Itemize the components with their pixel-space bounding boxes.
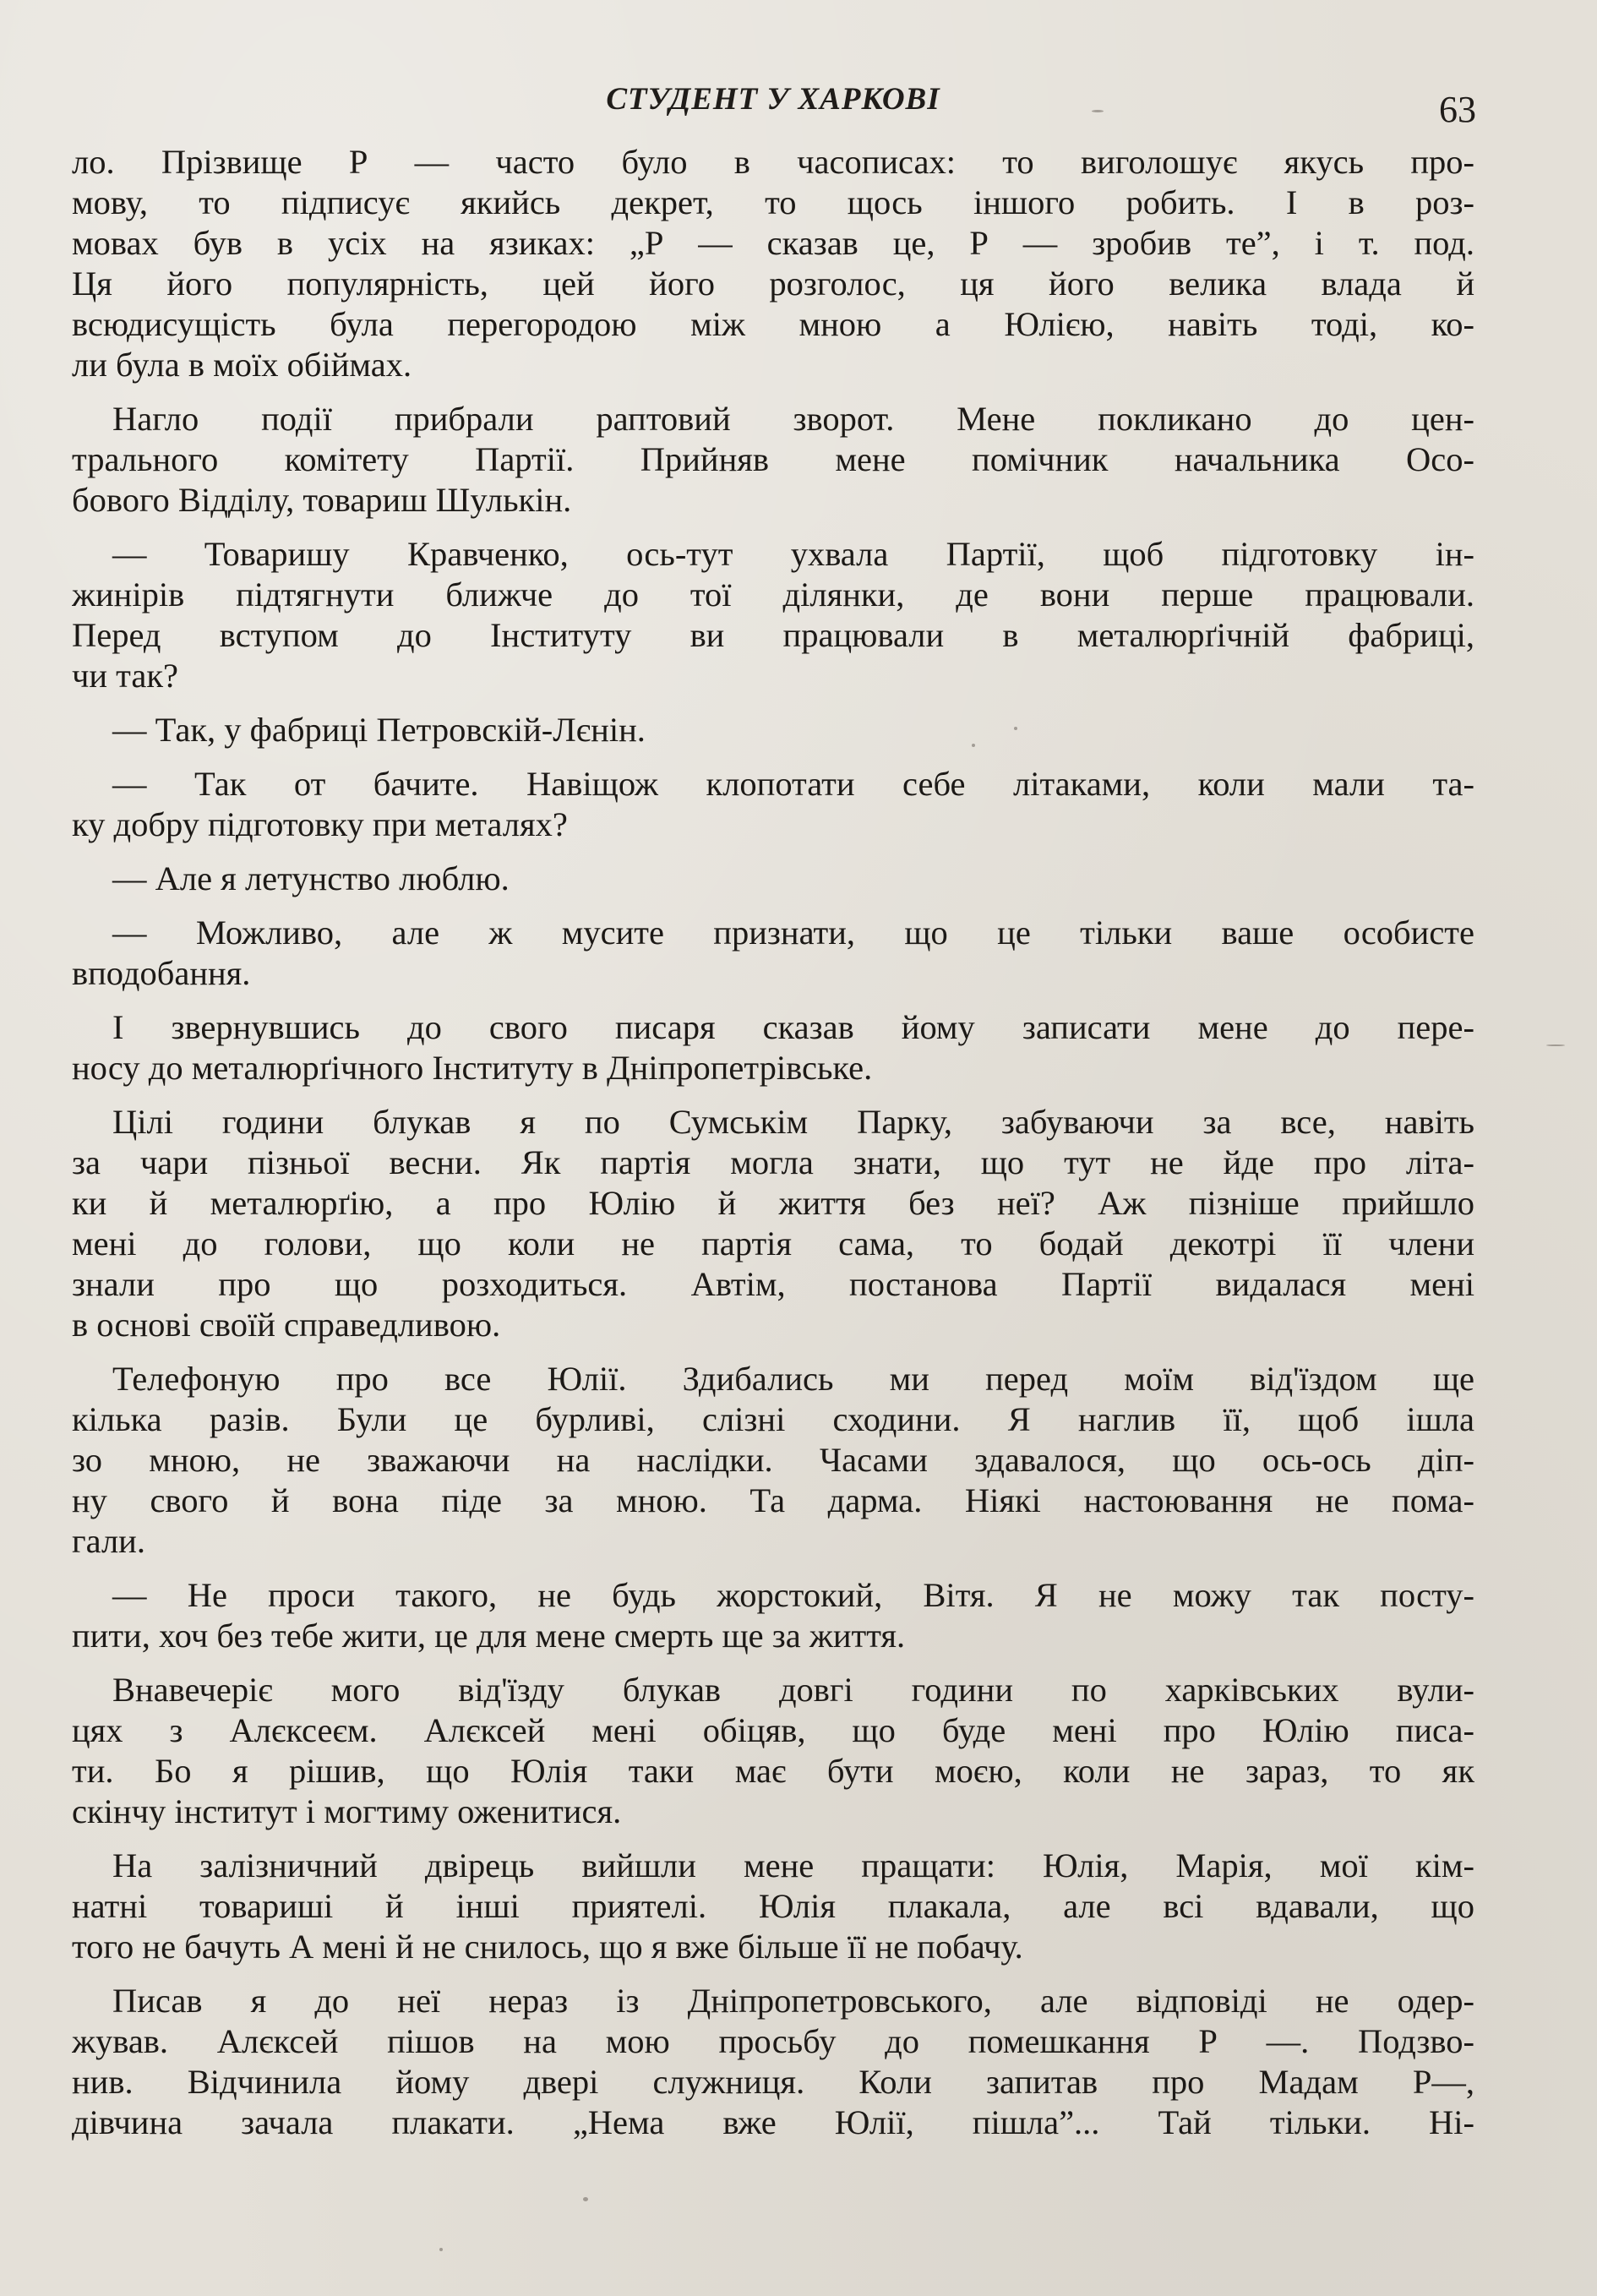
text-line: зо мною, не зважаючи на наслідки. Часами здавалося, що ось-ось діп- [72, 1441, 1474, 1479]
text-line: — Так от бачите. Навіщож клопотати себе літаками, коли мали та- [112, 765, 1474, 803]
text-line: — Можливо, але ж мусите признати, що це тільки ваше особисте [112, 913, 1474, 952]
text-line: — Але я летунство люблю. [112, 859, 510, 897]
text-line: трального комітету Партії. Прийняв мене помічник начальника Осо- [72, 440, 1474, 478]
text-line: пити, хоч без тебе жити, це для мене смерть ще за життя. [72, 1617, 906, 1655]
text-line: мовах був в усіх на язиках: „Р — сказав це, Р — зробив те”, і т. под. [72, 224, 1474, 262]
running-title: СТУДЕНТ У ХАРКОВІ [606, 82, 940, 117]
text-line: всюдисущість була перегородою між мною а Юлією, навіть тоді, ко- [72, 305, 1474, 343]
text-line: дівчина зачала плакати. „Нема вже Юлії, пішла”... Тай тільки. Ні- [72, 2103, 1474, 2141]
text-line: вподобання. [72, 954, 251, 992]
text-line: скінчу інститут і могтиму оженитися. [72, 1792, 622, 1830]
text-line: мені до голови, що коли не партія сама, то бодай декотрі її члени [72, 1224, 1474, 1263]
text-line: бового Відділу, товариш Шулькін. [72, 481, 572, 519]
text-line: носу до металюрґічного Інституту в Дніпропетрівське. [72, 1049, 873, 1087]
text-line: Писав я до неї нераз із Дніпропетровського, але відповіді не одер- [112, 1982, 1474, 2020]
text-line: нив. Відчинила йому двері служниця. Коли запитав про Мадам Р—, [72, 2063, 1474, 2101]
text-line: Ця його популярність, цей його розголос, ця його велика влада й [72, 265, 1474, 303]
text-line: На залізничний двірець вийшли мене пращати: Юлія, Марія, мої кім- [112, 1846, 1474, 1884]
paper-speck [439, 2248, 443, 2251]
text-line: гали. [72, 1522, 145, 1560]
text-line: ли була в моїх обіймах. [72, 346, 412, 384]
paper-speck [1014, 727, 1017, 730]
text-line: Внавечеріє мого від'їзду блукав довгі години по харківських вули- [112, 1671, 1474, 1709]
text-line: ну свого й вона піде за мною. Та дарма. Ніякі настоювання не пома- [72, 1481, 1474, 1519]
paper-speck [583, 2197, 588, 2201]
paper-speck [1546, 1044, 1565, 1046]
text-line: — Не проси такого, не будь жорстокий, Вітя. Я не можу так посту- [112, 1576, 1474, 1614]
text-line: Перед вступом до Інституту ви працювали в металюрґічній фабриці, [72, 616, 1474, 654]
page-number: 63 [1439, 89, 1476, 130]
text-line: Цілі години блукав я по Сумськім Парку, забуваючи за все, навіть [112, 1103, 1474, 1141]
text-line: жував. Алєксей пішов на мою просьбу до помешкання Р —. Подзво- [72, 2022, 1474, 2060]
text-line: Нагло події прибрали раптовий зворот. Мене покликано до цен- [112, 400, 1474, 438]
text-line: ти. Бо я рішив, що Юлія таки має бути моєю, коли не зараз, то як [72, 1752, 1474, 1790]
page-header [72, 81, 1474, 132]
text-line: кілька разів. Були це бурливі, слізні сходини. Я наглив її, щоб ішла [72, 1400, 1474, 1438]
text-line: чи так? [72, 657, 178, 695]
text-line: Телефоную про все Юлії. Здибались ми перед моїм від'їздом ще [112, 1360, 1474, 1398]
text-line: того не бачуть А мені й не снилось, що я вже більше її не побачу. [72, 1928, 1023, 1966]
paper-speck [972, 744, 975, 747]
paper-speck [1092, 110, 1104, 112]
body-text [72, 142, 1474, 2143]
text-line: ку добру підготовку при металях? [72, 805, 568, 843]
text-line: за чари пізньої весни. Як партія могла знати, що тут не йде про літа- [72, 1143, 1474, 1181]
text-line: в основі своїй справедливою. [72, 1306, 501, 1344]
text-line: — Товаришу Кравченко, ось-тут ухвала Партії, щоб підготовку ін- [112, 535, 1474, 573]
text-line: жинірів підтягнути ближче до тої ділянки, де вони перше працювали. [72, 575, 1474, 614]
text-line: цях з Алєксеєм. Алєксей мені обіцяв, що буде мені про Юлію писа- [72, 1711, 1474, 1749]
text-line: натні товариші й інші приятелі. Юлія плакала, але всі вдавали, що [72, 1887, 1474, 1925]
text-line: ки й металюрґію, а про Юлію й життя без неї? Аж пізніше прийшло [72, 1184, 1474, 1222]
text-line: мову, то підписує якийсь декрет, то щось іншого робить. І в роз- [72, 183, 1474, 221]
text-line: ло. Прізвище Р — часто було в часописах: то виголошує якусь про- [72, 143, 1474, 181]
text-line: — Так, у фабриці Петровскій-Лєнін. [112, 711, 646, 749]
text-line: І звернувшись до свого писаря сказав йому записати мене до пере- [112, 1008, 1474, 1046]
text-line: знали про що розходиться. Автім, постанова Партії видалася мені [72, 1265, 1474, 1303]
